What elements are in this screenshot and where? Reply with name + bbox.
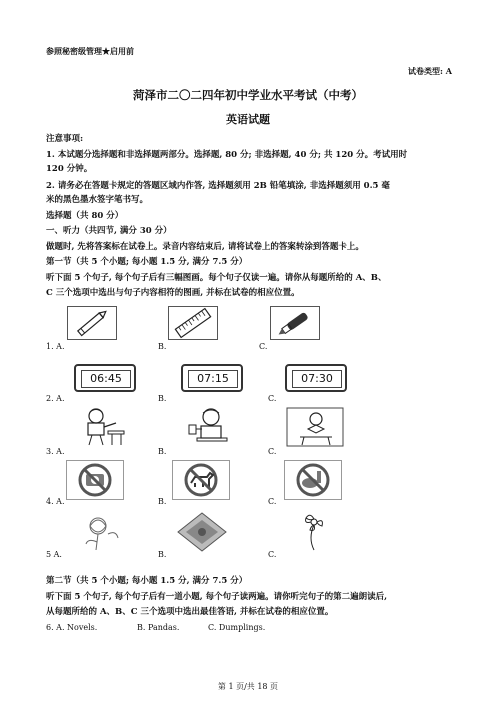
flower-line-icon	[284, 512, 340, 552]
boy-reading-icon	[286, 407, 344, 447]
notes-item-1-line-1: 1. 本试题分选择题和非选择题两部分。选择题, 80 分; 非选择题, 40 分; 共 120 分。考试用时	[46, 150, 408, 160]
q3-label: 3. A.	[46, 447, 65, 456]
q5-c-label: C.	[268, 550, 277, 559]
part1-instruction-line-2: C 三个选项中选出与句子内容相符的图画, 并标在试卷的相应位置。	[46, 288, 300, 298]
notes-item-2-line-2: 米的黑色墨水签字笔书写。	[46, 195, 149, 205]
part1-heading: 第一节（共 5 个小题; 每小题 1.5 分, 满分 7.5 分）	[46, 257, 248, 267]
clock-b	[181, 364, 243, 392]
confidential-label: 参照秘密级管理★启用前	[46, 46, 134, 56]
boy-playing-icon	[74, 407, 128, 447]
part2-instruction-line-1: 听下面 5 个句子, 每个句子后有一道小题, 每个句子读两遍。请你听完句子的第二遍朗读后,	[46, 592, 388, 602]
clock-c-time: 07:30	[292, 370, 342, 388]
q3-c-label: C.	[268, 447, 277, 456]
page-footer: 第 1 页/共 18 页	[217, 682, 279, 691]
q5-label: 5 A.	[46, 550, 62, 559]
no-food-sign-icon	[284, 460, 342, 500]
notes-heading: 注意事项:	[46, 134, 84, 144]
q4-c-label: C.	[268, 497, 277, 506]
tile-pattern-icon	[176, 512, 228, 552]
no-photo-sign-icon	[66, 460, 124, 500]
paper-type-label: 试卷类型: A	[408, 66, 452, 76]
q1-label: 1. A.	[46, 342, 65, 351]
q5-b-label: B.	[158, 550, 167, 559]
q2-c-label: C.	[268, 394, 277, 403]
q2-b-label: B.	[158, 394, 167, 403]
clock-a-time: 06:45	[81, 370, 131, 388]
clock-c	[285, 364, 347, 392]
listening-heading: 一、听力（共四节, 满分 30 分）	[46, 226, 172, 236]
q6-option-b: B. Pandas.	[137, 623, 180, 632]
q4-b-label: B.	[158, 497, 167, 506]
part2-instruction-line-2: 从每题所给的 A、B、C 三个选项中选出最佳答语, 并标在试卷的相应位置。	[46, 607, 334, 617]
exam-subject: 英语试题	[226, 113, 270, 126]
exam-title: 菏泽市二〇二四年初中学业水平考试（中考）	[133, 88, 363, 102]
flower-sketch-icon	[70, 512, 126, 552]
q6-option-c: C. Dumplings.	[208, 623, 266, 632]
listening-instruction: 做题时, 先将答案标在试卷上。录音内容结束后, 请将试卷上的答案转涂到答题卡上。	[46, 242, 364, 252]
q1-c-label: C.	[259, 342, 268, 351]
clock-a	[74, 364, 136, 392]
notes-item-2-line-1: 2. 请务必在答题卡规定的答题区域内作答, 选择题须用 2B 铅笔填涂, 非选择题须用 0.5 毫	[46, 181, 390, 191]
choice-section-heading: 选择题（共 80 分）	[46, 211, 124, 221]
notes-item-1-line-2: 120 分钟。	[46, 164, 93, 174]
fountain-pen-icon	[270, 306, 320, 340]
part2-heading: 第二节（共 5 个小题; 每小题 1.5 分, 满分 7.5 分）	[46, 576, 248, 586]
clock-b-time: 07:15	[188, 370, 238, 388]
ruler-icon	[168, 306, 218, 340]
no-dogs-sign-icon	[172, 460, 230, 500]
q2-label: 2. A.	[46, 394, 65, 403]
pencil-icon	[67, 306, 117, 340]
boy-drinking-icon	[183, 407, 237, 447]
part1-instruction-line-1: 听下面 5 个句子, 每个句子后有三幅图画。每个句子仅读一遍。请你从每题所给的 A、B、	[46, 273, 387, 283]
q4-label: 4. A.	[46, 497, 65, 506]
q6-option-a: 6. A. Novels.	[46, 623, 98, 632]
q3-b-label: B.	[158, 447, 167, 456]
q1-b-label: B.	[158, 342, 167, 351]
